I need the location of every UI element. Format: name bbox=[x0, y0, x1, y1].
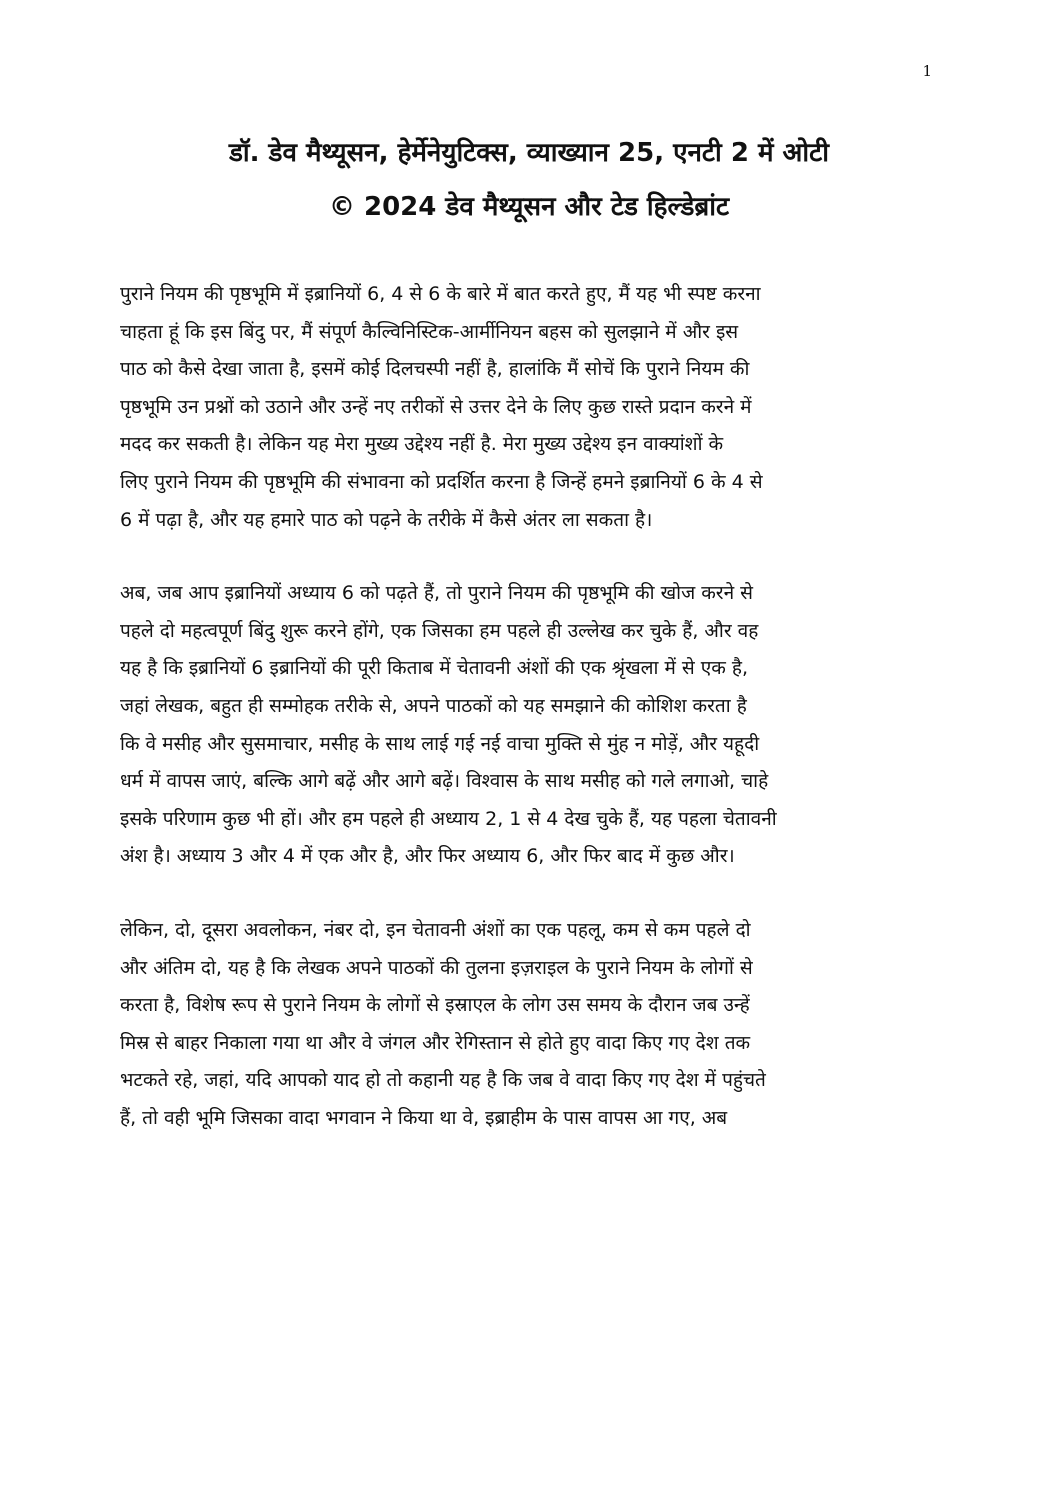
paragraph-1 bbox=[120, 276, 938, 539]
page-number: 1 bbox=[922, 62, 932, 80]
text-line: हैं, तो वही भूमि जिसका वादा भगवान ने किया था वे, इब्राहीम के पास वापस आ गए, अब bbox=[120, 1106, 728, 1129]
text-line: चाहता हूं कि इस बिंदु पर, मैं संपूर्ण कैल्विनिस्टिक-आर्मीनियन बहस को सुलझाने में और इस bbox=[120, 320, 739, 343]
text-line: यह है कि इब्रानियों 6 इब्रानियों की पूरी किताब में चेतावनी अंशों की एक श्रृंखला में से एक है, bbox=[120, 657, 749, 680]
text-line: पहले दो महत्वपूर्ण बिंदु शुरू करने होंगे, एक जिसका हम पहले ही उल्लेख कर चुके हैं, और वह bbox=[120, 619, 759, 642]
text-line: और अंतिम दो, यह है कि लेखक अपने पाठकों की तुलना इज़राइल के पुराने नियम के लोगों से bbox=[120, 956, 753, 979]
text-line: मिस्र से बाहर निकाला गया था और वे जंगल और रेगिस्तान से होते हुए वादा किए गए देश तक bbox=[120, 1031, 751, 1054]
paragraph-2 bbox=[120, 575, 938, 876]
document-title bbox=[120, 126, 938, 234]
text-line: लिए पुराने नियम की पृष्ठभूमि की संभावना को प्रदर्शित करना है जिन्हें हमने इब्रानियों 6 के 4 से bbox=[120, 470, 763, 493]
copyright-line: © 2024 डेव मैथ्यूसन और टेड हिल्डेब्रांट bbox=[328, 192, 730, 222]
text-line: धर्म में वापस जाएं, बल्कि आगे बढ़ें और आगे बढ़ें। विश्वास के साथ मसीह को गले लगाओ, चाहे bbox=[120, 770, 769, 793]
title-line: डॉ. डेव मैथ्यूसन, हेर्मेनेयुटिक्स, व्याख्यान 25, एनटी 2 में ओटी bbox=[228, 138, 829, 168]
text-line: पुराने नियम की पृष्ठभूमि में इब्रानियों 6, 4 से 6 के बारे में बात करते हुए, मैं यह भी स्पष्ट करना bbox=[120, 283, 761, 305]
paragraph-3 bbox=[120, 912, 938, 1138]
text-line: पृष्ठभूमि उन प्रश्नों को उठाने और उन्हें नए तरीकों से उत्तर देने के लिए कुछ रास्ते प्रदान करने में bbox=[120, 395, 752, 418]
text-line: अब, जब आप इब्रानियों अध्याय 6 को पढ़ते हैं, तो पुराने नियम की पृष्ठभूमि की खोज करने से bbox=[120, 582, 754, 605]
text-line: इसके परिणाम कुछ भी हों। और हम पहले ही अध्याय 2, 1 से 4 देख चुके हैं, यह पहला चेतावनी bbox=[120, 807, 777, 830]
text-line: भटकते रहे, जहां, यदि आपको याद हो तो कहानी यह है कि जब वे वादा किए गए देश में पहुंचते bbox=[120, 1069, 766, 1092]
text-line: जहां लेखक, बहुत ही सम्मोहक तरीके से, अपने पाठकों को यह समझाने की कोशिश करता है bbox=[120, 694, 747, 717]
text-line: मदद कर सकती है। लेकिन यह मेरा मुख्य उद्देश्य नहीं है. मेरा मुख्य उद्देश्य इन वाक्यांशों के bbox=[120, 433, 724, 456]
text-line: अंश है। अध्याय 3 और 4 में एक और है, और फिर अध्याय 6, और फिर बाद में कुछ और। bbox=[120, 845, 735, 868]
body-text bbox=[120, 276, 938, 1173]
text-line: लेकिन, दो, दूसरा अवलोकन, नंबर दो, इन चेतावनी अंशों का एक पहलू, कम से कम पहले दो bbox=[120, 918, 751, 941]
text-line: कि वे मसीह और सुसमाचार, मसीह के साथ लाई गई नई वाचा मुक्ति से मुंह न मोड़ें, और यहूदी bbox=[120, 732, 760, 755]
text-line: करता है, विशेष रूप से पुराने नियम के लोगों से इस्राएल के लोग उस समय के दौरान जब उन्हें bbox=[120, 994, 750, 1017]
text-line: 6 में पढ़ा है, और यह हमारे पाठ को पढ़ने के तरीके में कैसे अंतर ला सकता है। bbox=[120, 508, 653, 531]
text-line: पाठ को कैसे देखा जाता है, इसमें कोई दिलचस्पी नहीं है, हालांकि मैं सोचें कि पुराने नियम की bbox=[120, 358, 750, 381]
